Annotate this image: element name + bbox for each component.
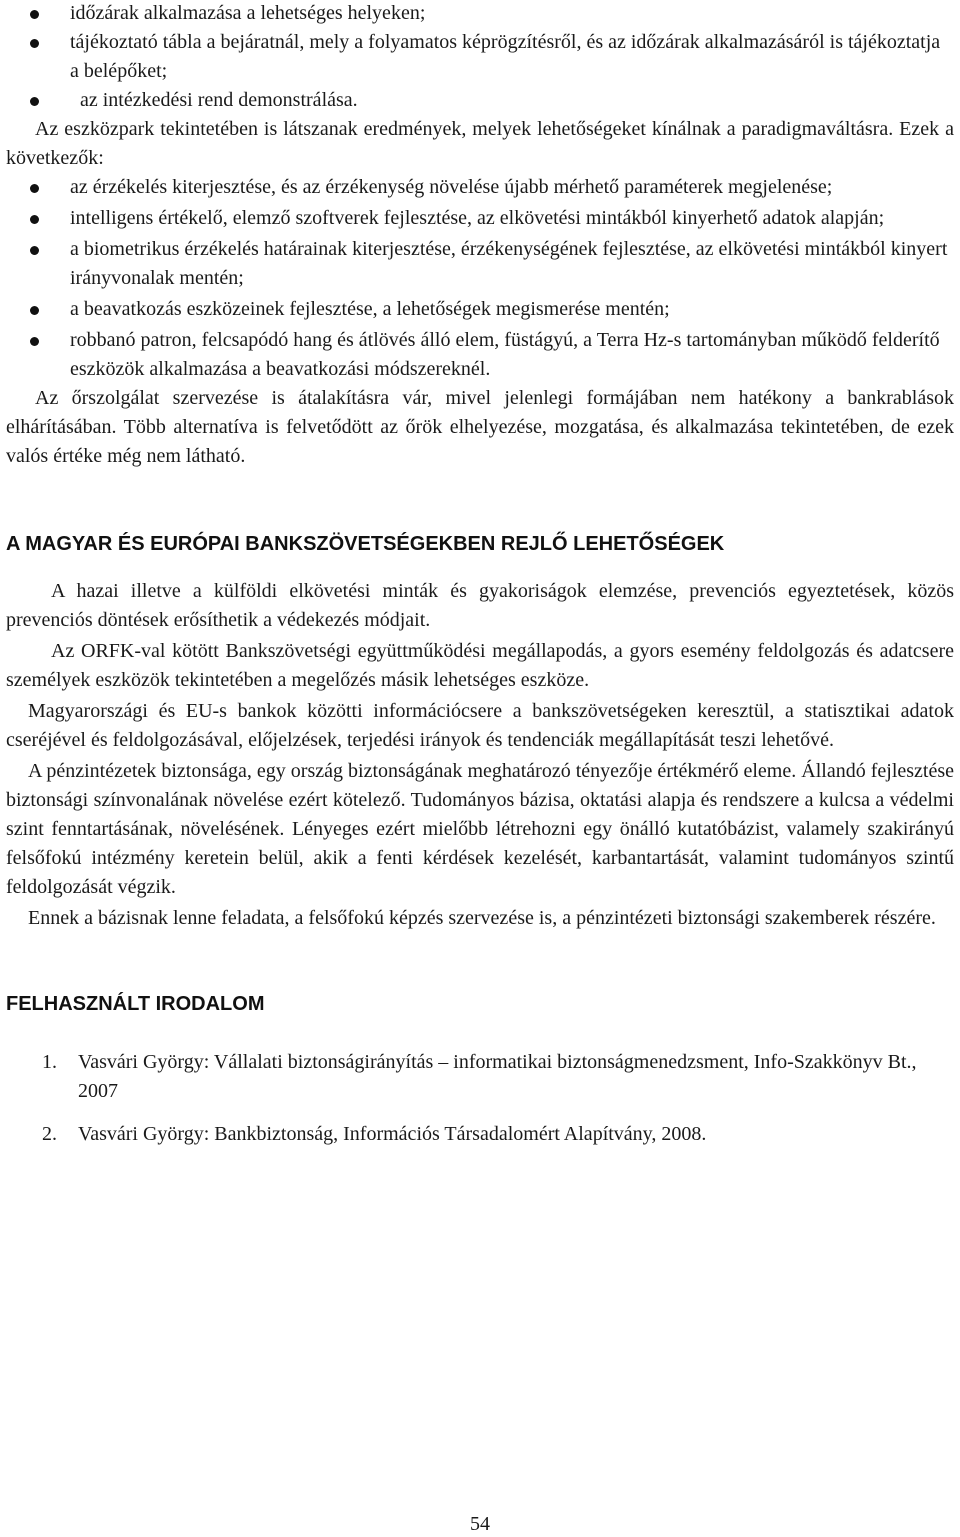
- section-paragraph: A pénzintézetek biztonsága, egy ország biztonságának meghatározó tényezője értékmérő eleme. Állandó fejlesztése biztonsági színvonalának növelése ezért kötelező. Tudományos bázisa, oktatási alapja és rendszere a kulcsa a védelmi szint fenntartásának, növelésének. Lényeges ezért mielőbb létrehozni egy önálló kutatóbázist, valamely szakirányú felsőfokú intézmény keretein belül, akik a fenti kérdések kezelését, karbantartását, valamint tudományos szintű feldolgozását végzik.: [6, 760, 954, 898]
- bullet-icon: [30, 215, 39, 224]
- section-paragraph: Az ORFK-val kötött Bankszövetségi együttműködési megállapodás, a gyors esemény feldolgozás és adatcsere személyek eszközök tekintetében a megelőzés másik lehetséges eszköze.: [6, 640, 954, 691]
- list-item: az intézkedési rend demonstrálása.: [6, 86, 954, 115]
- section-paragraph: Ennek a bázisnak lenne feladata, a felsőfokú képzés szervezése is, a pénzintézeti biztonsági szakemberek részére.: [28, 907, 936, 929]
- section-paragraph: A hazai illetve a külföldi elkövetési minták és gyakoriságok elemzése, prevenciós egyeztetések, közös prevenciós döntések erősíthetik a védekezés módjait.: [6, 580, 954, 631]
- references-list: [6, 1048, 954, 1149]
- list-item: az érzékelés kiterjesztése, és az érzékenység növelése újabb mérhető paraméterek megjelenése;: [6, 173, 954, 202]
- reference-item: 2. Vasvári György: Bankbiztonság, Információs Társadalomért Alapítvány, 2008.: [42, 1123, 707, 1145]
- section-paragraph: Magyarországi és EU-s bankok közötti információcsere a bankszövetségeken keresztül, a statisztikai adatok cseréjével és feldolgozásával, előjelzések, terjedési irányok és tendenciák megállapítását teszi lehetővé.: [6, 700, 954, 751]
- bullet-icon: [30, 97, 39, 106]
- section-heading: A MAGYAR ÉS EURÓPAI BANKSZÖVETSÉGEKBEN REJLŐ LEHETŐSÉGEK: [6, 533, 725, 555]
- references-heading: FELHASZNÁLT IRODALOM: [6, 993, 265, 1015]
- bullet-list-tools: [6, 173, 954, 384]
- list-item: robbanó patron, felcsapódó hang és átlövés álló elem, füstágyú, a Terra Hz-s tartományban működő felderítő eszközök alkalmazása a beavatkozási módszereknél.: [6, 326, 954, 384]
- bullet-icon: [30, 184, 39, 193]
- list-item: a beavatkozás eszközeinek fejlesztése, a lehetőségek megismerése mentén;: [6, 295, 954, 324]
- bullet-icon: [30, 39, 39, 48]
- list-item: a biometrikus érzékelés határainak kiterjesztése, érzékenységének fejlesztése, az elkövetési mintákból kinyert irányvonalak mentén;: [6, 235, 954, 293]
- list-item: intelligens értékelő, elemző szoftverek fejlesztése, az elkövetési mintákból kinyerhető adatok alapján;: [6, 204, 954, 233]
- list-item: tájékoztató tábla a bejáratnál, mely a folyamatos képrögzítésről, és az időzárak alkalmazásáról is tájékoztatja a belépőket;: [6, 28, 954, 86]
- list-item: időzárak alkalmazása a lehetséges helyeken;: [6, 0, 954, 28]
- bullet-icon: [30, 306, 39, 315]
- bullet-list-top: [6, 0, 954, 115]
- paragraph-tools: Az eszközpark tekintetében is látszanak eredmények, melyek lehetőségeket kínálnak a paradigmaváltásra. Ezek a következők:: [6, 118, 954, 169]
- bullet-icon: [30, 246, 39, 255]
- document-page: [6, 0, 954, 1149]
- reference-item: 1. Vasvári György: Vállalati biztonságirányítás – informatikai biztonságmenedzsment, Info-Szakkönyv Bt., 2007: [42, 1051, 917, 1102]
- page-number: 54: [470, 1513, 490, 1535]
- bullet-icon: [30, 337, 39, 346]
- bullet-icon: [30, 10, 39, 19]
- section-body: [6, 577, 954, 933]
- paragraph-guard: Az őrszolgálat szervezése is átalakításra vár, mivel jelenlegi formájában nem hatékony a bankrablások elhárításában. Több alternatíva is felvetődött az őrök elhelyezése, mozgatása, és alkalmazása tekintetében, de ezek valós értéke még nem látható.: [6, 387, 954, 467]
